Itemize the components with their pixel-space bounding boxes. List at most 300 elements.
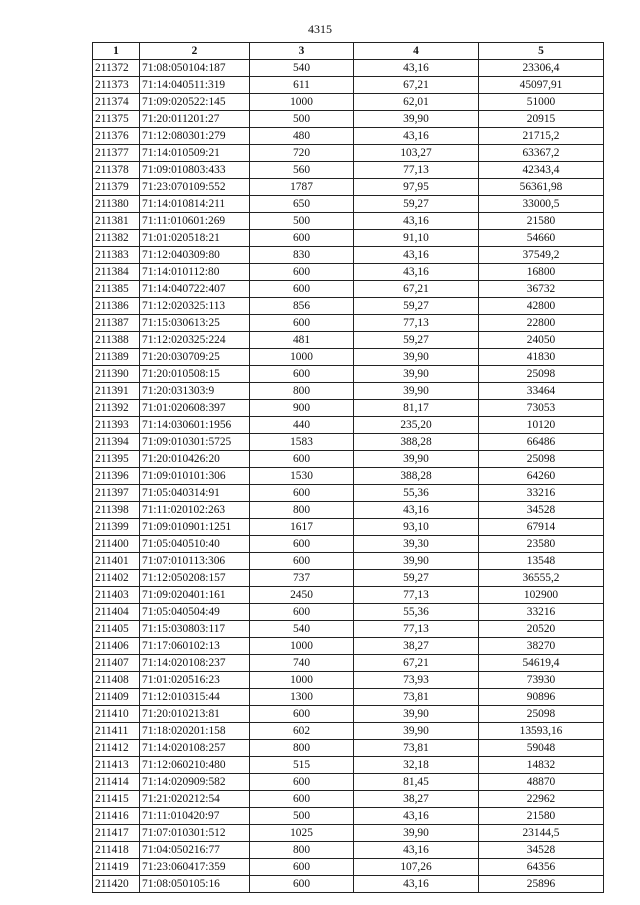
cadastral-number-cell: 71:04:050216:77 xyxy=(140,842,250,859)
value-cell: 51000 xyxy=(479,94,604,111)
cadastral-number-cell: 71:09:020522:145 xyxy=(140,94,250,111)
rate-cell: 39,30 xyxy=(354,536,479,553)
row-number-cell: 211375 xyxy=(93,111,140,128)
row-number-cell: 211409 xyxy=(93,689,140,706)
table-row xyxy=(93,111,604,128)
area-cell: 1025 xyxy=(250,825,354,842)
value-cell: 59048 xyxy=(479,740,604,757)
rate-cell: 43,16 xyxy=(354,842,479,859)
rate-cell: 43,16 xyxy=(354,502,479,519)
table-row xyxy=(93,196,604,213)
row-number-cell: 211386 xyxy=(93,298,140,315)
cadastral-number-cell: 71:20:011201:27 xyxy=(140,111,250,128)
row-number-cell: 211407 xyxy=(93,655,140,672)
cadastral-number-cell: 71:07:010113:306 xyxy=(140,553,250,570)
table-row xyxy=(93,298,604,315)
table-row xyxy=(93,162,604,179)
cadastral-number-cell: 71:11:010420:97 xyxy=(140,808,250,825)
rate-cell: 73,93 xyxy=(354,672,479,689)
table-row xyxy=(93,60,604,77)
table-row xyxy=(93,332,604,349)
table-row xyxy=(93,485,604,502)
row-number-cell: 211377 xyxy=(93,145,140,162)
column-header-5: 5 xyxy=(479,43,604,60)
row-number-cell: 211378 xyxy=(93,162,140,179)
table-row xyxy=(93,519,604,536)
rate-cell: 43,16 xyxy=(354,213,479,230)
rate-cell: 62,01 xyxy=(354,94,479,111)
table-row xyxy=(93,553,604,570)
area-cell: 600 xyxy=(250,876,354,893)
table-row xyxy=(93,587,604,604)
cadastral-number-cell: 71:12:020325:113 xyxy=(140,298,250,315)
table-row xyxy=(93,77,604,94)
rate-cell: 81,17 xyxy=(354,400,479,417)
area-cell: 481 xyxy=(250,332,354,349)
row-number-cell: 211419 xyxy=(93,859,140,876)
table-row xyxy=(93,638,604,655)
rate-cell: 59,27 xyxy=(354,570,479,587)
row-number-cell: 211404 xyxy=(93,604,140,621)
area-cell: 650 xyxy=(250,196,354,213)
value-cell: 64356 xyxy=(479,859,604,876)
value-cell: 21580 xyxy=(479,808,604,825)
table-row xyxy=(93,706,604,723)
table-row xyxy=(93,757,604,774)
column-header-4: 4 xyxy=(354,43,479,60)
rate-cell: 97,95 xyxy=(354,179,479,196)
value-cell: 36555,2 xyxy=(479,570,604,587)
rate-cell: 59,27 xyxy=(354,196,479,213)
cadastral-number-cell: 71:17:060102:13 xyxy=(140,638,250,655)
page-number: 4315 xyxy=(308,22,332,36)
row-number-cell: 211385 xyxy=(93,281,140,298)
row-number-cell: 211398 xyxy=(93,502,140,519)
row-number-cell: 211416 xyxy=(93,808,140,825)
value-cell: 22962 xyxy=(479,791,604,808)
table-row xyxy=(93,808,604,825)
table-row xyxy=(93,825,604,842)
value-cell: 48870 xyxy=(479,774,604,791)
cadastral-number-cell: 71:07:010301:512 xyxy=(140,825,250,842)
area-cell: 600 xyxy=(250,264,354,281)
rate-cell: 77,13 xyxy=(354,587,479,604)
table-row xyxy=(93,723,604,740)
area-cell: 600 xyxy=(250,451,354,468)
rate-cell: 388,28 xyxy=(354,434,479,451)
value-cell: 41830 xyxy=(479,349,604,366)
cadastral-number-cell: 71:14:010509:21 xyxy=(140,145,250,162)
row-number-cell: 211415 xyxy=(93,791,140,808)
table-row xyxy=(93,383,604,400)
rate-cell: 235,20 xyxy=(354,417,479,434)
table-row xyxy=(93,400,604,417)
cadastral-number-cell: 71:14:010814:211 xyxy=(140,196,250,213)
rate-cell: 73,81 xyxy=(354,740,479,757)
value-cell: 37549,2 xyxy=(479,247,604,264)
area-cell: 600 xyxy=(250,366,354,383)
table-row xyxy=(93,672,604,689)
row-number-cell: 211387 xyxy=(93,315,140,332)
value-cell: 56361,98 xyxy=(479,179,604,196)
value-cell: 25098 xyxy=(479,366,604,383)
rate-cell: 93,10 xyxy=(354,519,479,536)
row-number-cell: 211418 xyxy=(93,842,140,859)
rate-cell: 77,13 xyxy=(354,315,479,332)
value-cell: 66486 xyxy=(479,434,604,451)
area-cell: 515 xyxy=(250,757,354,774)
rate-cell: 39,90 xyxy=(354,383,479,400)
area-cell: 602 xyxy=(250,723,354,740)
table-row xyxy=(93,230,604,247)
rate-cell: 67,21 xyxy=(354,655,479,672)
rate-cell: 39,90 xyxy=(354,706,479,723)
row-number-cell: 211414 xyxy=(93,774,140,791)
cadastral-number-cell: 71:15:030803:117 xyxy=(140,621,250,638)
row-number-cell: 211403 xyxy=(93,587,140,604)
column-header-3: 3 xyxy=(250,43,354,60)
rate-cell: 43,16 xyxy=(354,247,479,264)
table-row xyxy=(93,94,604,111)
cadastral-number-cell: 71:14:040722:407 xyxy=(140,281,250,298)
value-cell: 90896 xyxy=(479,689,604,706)
area-cell: 600 xyxy=(250,706,354,723)
rate-cell: 43,16 xyxy=(354,264,479,281)
row-number-cell: 211393 xyxy=(93,417,140,434)
table-row xyxy=(93,740,604,757)
area-cell: 1000 xyxy=(250,94,354,111)
table-row xyxy=(93,570,604,587)
value-cell: 13593,16 xyxy=(479,723,604,740)
area-cell: 740 xyxy=(250,655,354,672)
area-cell: 500 xyxy=(250,213,354,230)
table-row xyxy=(93,451,604,468)
rate-cell: 59,27 xyxy=(354,298,479,315)
row-number-cell: 211417 xyxy=(93,825,140,842)
area-cell: 800 xyxy=(250,842,354,859)
area-cell: 440 xyxy=(250,417,354,434)
value-cell: 63367,2 xyxy=(479,145,604,162)
row-number-cell: 211413 xyxy=(93,757,140,774)
cadastral-number-cell: 71:11:010601:269 xyxy=(140,213,250,230)
table-body xyxy=(93,60,604,893)
area-cell: 900 xyxy=(250,400,354,417)
value-cell: 33216 xyxy=(479,485,604,502)
area-cell: 600 xyxy=(250,553,354,570)
area-cell: 1000 xyxy=(250,672,354,689)
rate-cell: 39,90 xyxy=(354,349,479,366)
table-row xyxy=(93,502,604,519)
value-cell: 24050 xyxy=(479,332,604,349)
value-cell: 34528 xyxy=(479,842,604,859)
area-cell: 560 xyxy=(250,162,354,179)
value-cell: 33216 xyxy=(479,604,604,621)
row-number-cell: 211392 xyxy=(93,400,140,417)
area-cell: 2450 xyxy=(250,587,354,604)
rate-cell: 81,45 xyxy=(354,774,479,791)
row-number-cell: 211391 xyxy=(93,383,140,400)
table-row xyxy=(93,842,604,859)
value-cell: 67914 xyxy=(479,519,604,536)
rate-cell: 38,27 xyxy=(354,791,479,808)
value-cell: 23306,4 xyxy=(479,60,604,77)
cadastral-number-cell: 71:20:010426:20 xyxy=(140,451,250,468)
table-row xyxy=(93,128,604,145)
rate-cell: 59,27 xyxy=(354,332,479,349)
area-cell: 1000 xyxy=(250,349,354,366)
cadastral-number-cell: 71:05:040510:40 xyxy=(140,536,250,553)
table-row xyxy=(93,417,604,434)
cadastral-number-cell: 71:23:070109:552 xyxy=(140,179,250,196)
area-cell: 600 xyxy=(250,604,354,621)
row-number-cell: 211384 xyxy=(93,264,140,281)
area-cell: 611 xyxy=(250,77,354,94)
cadastral-number-cell: 71:01:020516:23 xyxy=(140,672,250,689)
area-cell: 600 xyxy=(250,281,354,298)
table-row xyxy=(93,179,604,196)
rate-cell: 43,16 xyxy=(354,128,479,145)
table-row xyxy=(93,434,604,451)
cadastral-number-cell: 71:20:030709:25 xyxy=(140,349,250,366)
rate-cell: 39,90 xyxy=(354,825,479,842)
rate-cell: 103,27 xyxy=(354,145,479,162)
table-row xyxy=(93,247,604,264)
value-cell: 20915 xyxy=(479,111,604,128)
row-number-cell: 211380 xyxy=(93,196,140,213)
table-row xyxy=(93,536,604,553)
row-number-cell: 211374 xyxy=(93,94,140,111)
row-number-cell: 211390 xyxy=(93,366,140,383)
area-cell: 600 xyxy=(250,536,354,553)
cadastral-number-cell: 71:18:020201:158 xyxy=(140,723,250,740)
row-number-cell: 211395 xyxy=(93,451,140,468)
area-cell: 600 xyxy=(250,230,354,247)
row-number-cell: 211420 xyxy=(93,876,140,893)
value-cell: 10120 xyxy=(479,417,604,434)
row-number-cell: 211397 xyxy=(93,485,140,502)
table-row xyxy=(93,774,604,791)
table-row xyxy=(93,264,604,281)
value-cell: 54660 xyxy=(479,230,604,247)
rate-cell: 39,90 xyxy=(354,451,479,468)
row-number-cell: 211411 xyxy=(93,723,140,740)
value-cell: 42800 xyxy=(479,298,604,315)
cadastral-number-cell: 71:12:010315:44 xyxy=(140,689,250,706)
table-row xyxy=(93,604,604,621)
data-table xyxy=(92,42,604,893)
table-row xyxy=(93,281,604,298)
area-cell: 1583 xyxy=(250,434,354,451)
cadastral-number-cell: 71:12:060210:480 xyxy=(140,757,250,774)
value-cell: 64260 xyxy=(479,468,604,485)
area-cell: 480 xyxy=(250,128,354,145)
cadastral-number-cell: 71:12:040309:80 xyxy=(140,247,250,264)
rate-cell: 55,36 xyxy=(354,485,479,502)
value-cell: 34528 xyxy=(479,502,604,519)
table-row xyxy=(93,859,604,876)
rate-cell: 38,27 xyxy=(354,638,479,655)
value-cell: 20520 xyxy=(479,621,604,638)
value-cell: 23144,5 xyxy=(479,825,604,842)
cadastral-number-cell: 71:01:020518:21 xyxy=(140,230,250,247)
cadastral-number-cell: 71:21:020212:54 xyxy=(140,791,250,808)
area-cell: 500 xyxy=(250,111,354,128)
value-cell: 21580 xyxy=(479,213,604,230)
value-cell: 102900 xyxy=(479,587,604,604)
rate-cell: 32,18 xyxy=(354,757,479,774)
row-number-cell: 211408 xyxy=(93,672,140,689)
area-cell: 600 xyxy=(250,791,354,808)
row-number-cell: 211388 xyxy=(93,332,140,349)
rate-cell: 67,21 xyxy=(354,281,479,298)
area-cell: 1617 xyxy=(250,519,354,536)
cadastral-number-cell: 71:20:010508:15 xyxy=(140,366,250,383)
rate-cell: 107,26 xyxy=(354,859,479,876)
area-cell: 800 xyxy=(250,383,354,400)
cadastral-number-cell: 71:23:060417:359 xyxy=(140,859,250,876)
row-number-cell: 211399 xyxy=(93,519,140,536)
table-row xyxy=(93,468,604,485)
area-cell: 540 xyxy=(250,60,354,77)
row-number-cell: 211402 xyxy=(93,570,140,587)
rate-cell: 73,81 xyxy=(354,689,479,706)
value-cell: 73930 xyxy=(479,672,604,689)
row-number-cell: 211406 xyxy=(93,638,140,655)
cadastral-number-cell: 71:05:040314:91 xyxy=(140,485,250,502)
rate-cell: 43,16 xyxy=(354,808,479,825)
row-number-cell: 211379 xyxy=(93,179,140,196)
cadastral-number-cell: 71:14:020108:237 xyxy=(140,655,250,672)
row-number-cell: 211373 xyxy=(93,77,140,94)
value-cell: 25098 xyxy=(479,451,604,468)
cadastral-number-cell: 71:14:040511:319 xyxy=(140,77,250,94)
value-cell: 73053 xyxy=(479,400,604,417)
table-row xyxy=(93,366,604,383)
area-cell: 1000 xyxy=(250,638,354,655)
area-cell: 800 xyxy=(250,740,354,757)
cadastral-number-cell: 71:12:050208:157 xyxy=(140,570,250,587)
area-cell: 720 xyxy=(250,145,354,162)
area-cell: 600 xyxy=(250,859,354,876)
value-cell: 16800 xyxy=(479,264,604,281)
rate-cell: 39,90 xyxy=(354,366,479,383)
area-cell: 1530 xyxy=(250,468,354,485)
row-number-cell: 211410 xyxy=(93,706,140,723)
row-number-cell: 211401 xyxy=(93,553,140,570)
cadastral-number-cell: 71:09:010901:1251 xyxy=(140,519,250,536)
row-number-cell: 211405 xyxy=(93,621,140,638)
rate-cell: 39,90 xyxy=(354,553,479,570)
cadastral-number-cell: 71:09:010803:433 xyxy=(140,162,250,179)
cadastral-number-cell: 71:01:020608:397 xyxy=(140,400,250,417)
value-cell: 54619,4 xyxy=(479,655,604,672)
cadastral-number-cell: 71:20:010213:81 xyxy=(140,706,250,723)
value-cell: 21715,2 xyxy=(479,128,604,145)
cadastral-number-cell: 71:12:020325:224 xyxy=(140,332,250,349)
table-header-row xyxy=(93,43,604,60)
row-number-cell: 211381 xyxy=(93,213,140,230)
rate-cell: 43,16 xyxy=(354,60,479,77)
cadastral-number-cell: 71:05:040504:49 xyxy=(140,604,250,621)
cadastral-number-cell: 71:15:030613:25 xyxy=(140,315,250,332)
row-number-cell: 211400 xyxy=(93,536,140,553)
value-cell: 33464 xyxy=(479,383,604,400)
area-cell: 1787 xyxy=(250,179,354,196)
value-cell: 25098 xyxy=(479,706,604,723)
table-row xyxy=(93,689,604,706)
cadastral-number-cell: 71:20:031303:9 xyxy=(140,383,250,400)
rate-cell: 39,90 xyxy=(354,723,479,740)
area-cell: 500 xyxy=(250,808,354,825)
cadastral-number-cell: 71:14:020108:257 xyxy=(140,740,250,757)
cadastral-number-cell: 71:09:010301:5725 xyxy=(140,434,250,451)
area-cell: 856 xyxy=(250,298,354,315)
value-cell: 25896 xyxy=(479,876,604,893)
area-cell: 600 xyxy=(250,774,354,791)
cadastral-number-cell: 71:09:010101:306 xyxy=(140,468,250,485)
column-header-2: 2 xyxy=(140,43,250,60)
rate-cell: 91,10 xyxy=(354,230,479,247)
value-cell: 14832 xyxy=(479,757,604,774)
value-cell: 23580 xyxy=(479,536,604,553)
cadastral-number-cell: 71:08:050105:16 xyxy=(140,876,250,893)
value-cell: 33000,5 xyxy=(479,196,604,213)
row-number-cell: 211412 xyxy=(93,740,140,757)
table-row xyxy=(93,213,604,230)
value-cell: 36732 xyxy=(479,281,604,298)
column-header-1: 1 xyxy=(93,43,140,60)
value-cell: 13548 xyxy=(479,553,604,570)
area-cell: 1300 xyxy=(250,689,354,706)
row-number-cell: 211396 xyxy=(93,468,140,485)
rate-cell: 67,21 xyxy=(354,77,479,94)
value-cell: 45097,91 xyxy=(479,77,604,94)
area-cell: 830 xyxy=(250,247,354,264)
table-row xyxy=(93,876,604,893)
area-cell: 600 xyxy=(250,485,354,502)
area-cell: 540 xyxy=(250,621,354,638)
rate-cell: 388,28 xyxy=(354,468,479,485)
area-cell: 737 xyxy=(250,570,354,587)
value-cell: 42343,4 xyxy=(479,162,604,179)
row-number-cell: 211382 xyxy=(93,230,140,247)
rate-cell: 39,90 xyxy=(354,111,479,128)
rate-cell: 77,13 xyxy=(354,621,479,638)
table-row xyxy=(93,791,604,808)
row-number-cell: 211394 xyxy=(93,434,140,451)
value-cell: 38270 xyxy=(479,638,604,655)
row-number-cell: 211372 xyxy=(93,60,140,77)
cadastral-number-cell: 71:14:020909:582 xyxy=(140,774,250,791)
cadastral-number-cell: 71:09:020401:161 xyxy=(140,587,250,604)
area-cell: 800 xyxy=(250,502,354,519)
rate-cell: 43,16 xyxy=(354,876,479,893)
cadastral-number-cell: 71:12:080301:279 xyxy=(140,128,250,145)
cadastral-number-cell: 71:14:030601:1956 xyxy=(140,417,250,434)
rate-cell: 77,13 xyxy=(354,162,479,179)
cadastral-number-cell: 71:11:020102:263 xyxy=(140,502,250,519)
table-row xyxy=(93,145,604,162)
table-row xyxy=(93,315,604,332)
table-row xyxy=(93,655,604,672)
row-number-cell: 211376 xyxy=(93,128,140,145)
cadastral-number-cell: 71:14:010112:80 xyxy=(140,264,250,281)
row-number-cell: 211389 xyxy=(93,349,140,366)
area-cell: 600 xyxy=(250,315,354,332)
value-cell: 22800 xyxy=(479,315,604,332)
table-row xyxy=(93,621,604,638)
rate-cell: 55,36 xyxy=(354,604,479,621)
